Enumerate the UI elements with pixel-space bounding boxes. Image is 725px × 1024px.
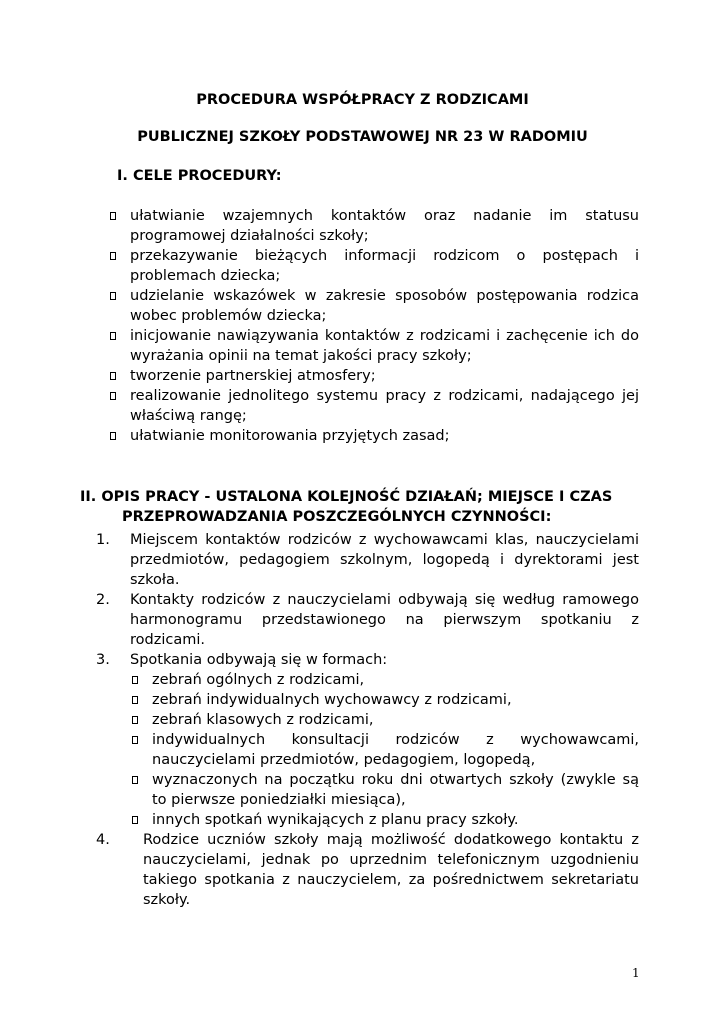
steps-list (96, 530, 639, 910)
list-item: innych spotkań wynikających z planu pracy szkoły. (130, 810, 639, 830)
square-bullet-icon (132, 776, 138, 784)
step-item (96, 590, 639, 650)
square-bullet-icon (110, 292, 116, 300)
title-line-1: PROCEDURA WSPÓŁPRACY Z RODZICAMI (196, 92, 529, 108)
list-item: inicjowanie nawiązywania kontaktów z rodzicami i zachęcenie ich do wyrażania opinii na temat jakości pracy szkoły; (110, 326, 639, 366)
step-number: 2. (96, 592, 110, 608)
square-bullet-icon (110, 252, 116, 260)
step-number: 4. (96, 832, 110, 848)
list-item: indywidualnych konsultacji rodziców z wychowawcami, nauczycielami przedmiotów, pedagogiem, logopedą, (130, 730, 639, 770)
list-item: zebrań indywidualnych wychowawcy z rodzicami, (130, 690, 639, 710)
list-item: udzielanie wskazówek w zakresie sposobów postępowania rodzica wobec problemów dziecka; (110, 286, 639, 326)
step-item (96, 830, 639, 910)
step-item (96, 530, 639, 590)
section-1-heading: I. CELE PROCEDURY: (117, 168, 282, 184)
list-item: ułatwianie monitorowania przyjętych zasad; (110, 426, 639, 446)
title-line-2: PUBLICZNEJ SZKOŁY PODSTAWOWEJ NR 23 W RADOMIU (137, 129, 588, 145)
step-text: Rodzice uczniów szkoły mają możliwość dodatkowego kontaktu z nauczycielami, jednak po uprzednim telefonicznym uzgodnieniu takiego spotkania z nauczycielem, za pośrednictwem sekretariatu szkoły. (143, 832, 639, 908)
list-item: ułatwianie wzajemnych kontaktów oraz nadanie im statusu programowej działalności szkoły; (110, 206, 639, 246)
step-number: 1. (96, 532, 110, 548)
step-text: Miejscem kontaktów rodziców z wychowawcami klas, nauczycielami przedmiotów, pedagogiem szkolnym, logopedą i dyrektorami jest szkoła. (130, 532, 639, 588)
square-bullet-icon (132, 736, 138, 744)
list-item: tworzenie partnerskiej atmosfery; (110, 366, 639, 386)
section-2-heading (80, 487, 680, 527)
step-text: Spotkania odbywają się w formach: (130, 652, 388, 668)
list-item: wyznaczonych na początku roku dni otwartych szkoły (zwykle są to pierwsze poniedziałki miesiąca), (130, 770, 639, 810)
list-item: realizowanie jednolitego systemu pracy z rodzicami, nadającego jej właściwą rangę; (110, 386, 639, 426)
step-item (96, 650, 639, 830)
step-text: Kontakty rodziców z nauczycielami odbywają się według ramowego harmonogramu przedstawionego na pierwszym spotkaniu z rodzicami. (130, 592, 639, 648)
square-bullet-icon (132, 676, 138, 684)
square-bullet-icon (110, 332, 116, 340)
list-item: zebrań ogólnych z rodzicami, (130, 670, 639, 690)
square-bullet-icon (132, 716, 138, 724)
square-bullet-icon (132, 696, 138, 704)
square-bullet-icon (110, 432, 116, 440)
goals-list (110, 206, 639, 446)
square-bullet-icon (110, 372, 116, 380)
section-2-heading-line-2: PRZEPROWADZANIA POSZCZEGÓLNYCH CZYNNOŚCI: (122, 509, 552, 525)
square-bullet-icon (110, 392, 116, 400)
step-number: 3. (96, 652, 110, 668)
page-number: 1 (632, 966, 640, 980)
list-item: zebrań klasowych z rodzicami, (130, 710, 639, 730)
section-2-heading-line-1: II. OPIS PRACY - USTALONA KOLEJNOŚĆ DZIAŁAŃ; MIEJSCE I CZAS (80, 489, 613, 505)
square-bullet-icon (110, 212, 116, 220)
list-item: przekazywanie bieżących informacji rodzicom o postępach i problemach dziecka; (110, 246, 639, 286)
forms-list (130, 670, 639, 830)
square-bullet-icon (132, 816, 138, 824)
